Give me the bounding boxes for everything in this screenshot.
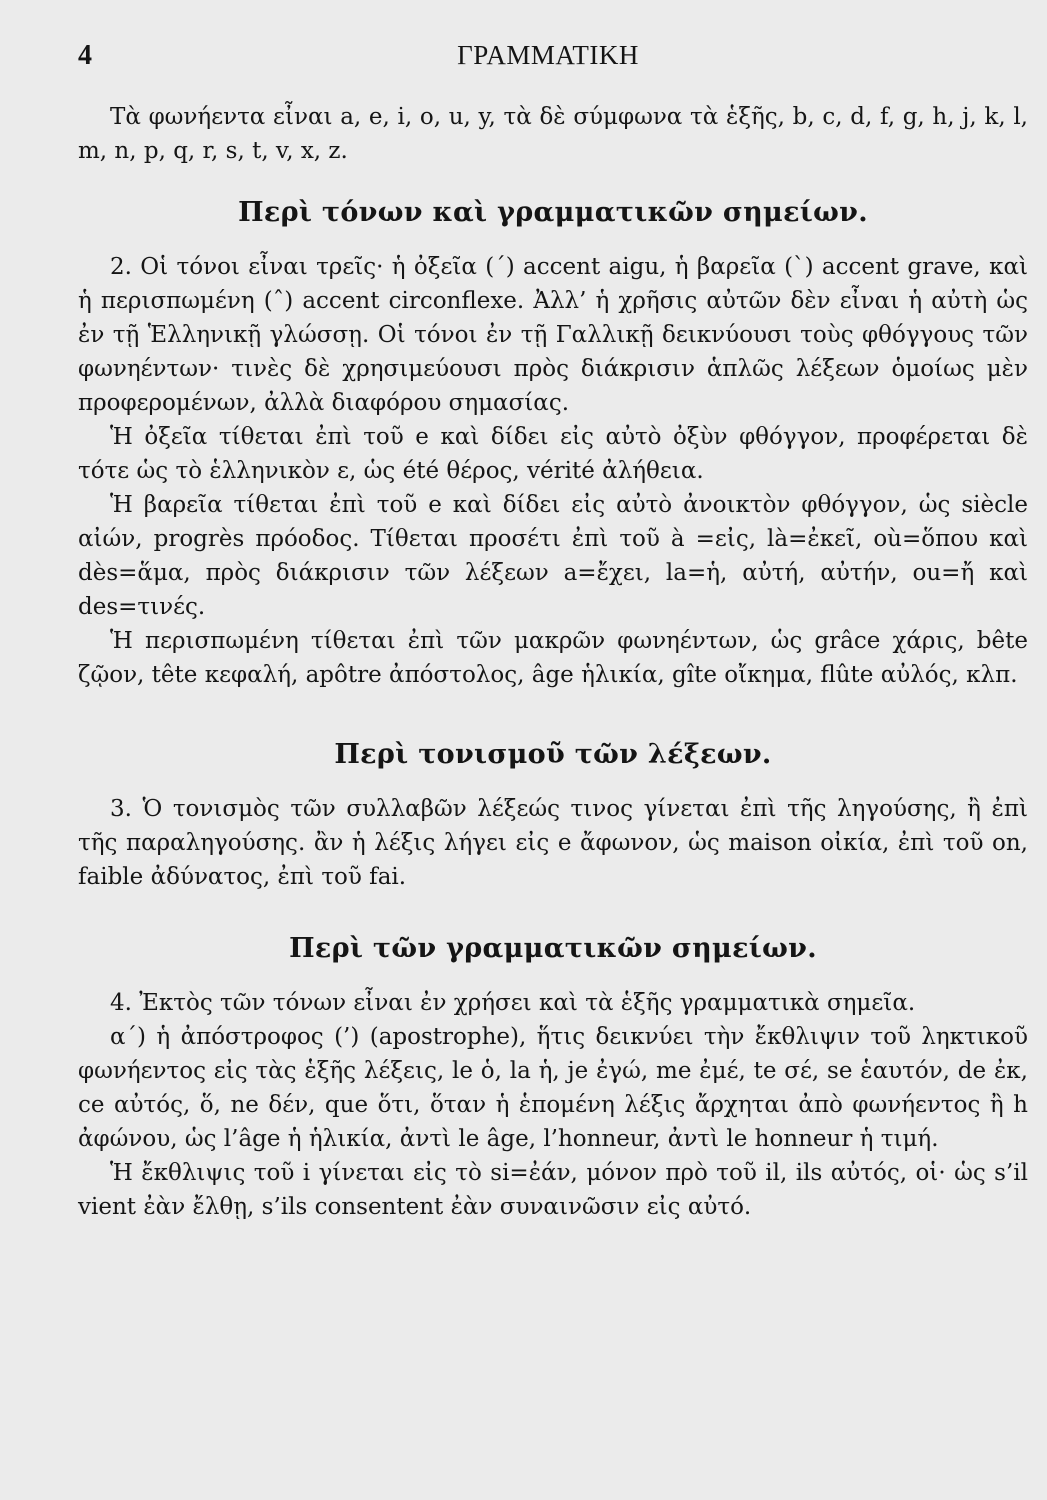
paragraph-acute: Ἡ ὀξεῖα τίθεται ἐπὶ τοῦ e καὶ δίδει εἰς αὐτὸ ὀξὺν φθόγγον, προφέρεται δὲ τότε ὡς τὸ ἑλληνικὸν ε, ὡς été θέρος, vérité ἀλήθεια. <box>78 424 1028 484</box>
paragraph-grammar-signs: 4. Ἐκτὸς τῶν τόνων εἶναι ἐν χρήσει καὶ τὰ ἑξῆς γραμματικὰ σημεῖα. <box>110 990 916 1016</box>
running-title: ΓΡΑΜΜΑΤΙΚΗ <box>457 40 639 70</box>
section-heading-tones: Περὶ τόνων καὶ γραμματικῶν σημείων. <box>238 197 868 228</box>
paragraph-word-stress: 3. Ὁ τονισμὸς τῶν συλλαβῶν λέξεώς τινος γίνεται ἐπὶ τῆς ληγούσης, ἢ ἐπὶ τῆς παραληγούσης. ἂν ἡ λέξις λήγει εἰς e ἄφωνον, ὡς maison οἰκία, ἐπὶ τοῦ on, faible ἀδύνατος, ἐπὶ τοῦ fai. <box>78 796 1028 890</box>
page-header <box>78 40 1018 80</box>
paragraph-tones: 2. Οἱ τόνοι εἶναι τρεῖς· ἡ ὀξεῖα (΄) accent aigu, ἡ βαρεῖα (`) accent grave, καὶ ἡ περισπωμένη (ˆ) accent circonflexe. Ἀλλ’ ἡ χρῆσις αὐτῶν δὲν εἶναι ἡ αὐτὴ ὡς ἐν τῇ Ἑλληνικῇ γλώσσῃ. Οἱ τόνοι ἐν τῇ Γαλλικῇ δεικνύουσι τοὺς φθόγγους τῶν φωνηέντων· τινὲς δὲ χρησιμεύουσι πρὸς διάκρισιν ἁπλῶς λέξεων ὁμοίως μὲν προφερομένων, ἀλλὰ διαφόρου σημασίας. <box>78 254 1028 416</box>
page-body <box>78 100 1028 1224</box>
paragraph-elision: Ἡ ἔκθλιψις τοῦ i γίνεται εἰς τὸ si=ἐάν, μόνον πρὸ τοῦ il, ils αὐτός, οἱ· ὡς s’il vient ἐὰν ἔλθῃ, s’ils consentent ἐὰν συναινῶσιν εἰς αὐτό. <box>78 1160 1028 1220</box>
section-heading-word-stress: Περὶ τονισμοῦ τῶν λέξεων. <box>334 739 772 770</box>
paragraph-circumflex: Ἡ περισπωμένη τίθεται ἐπὶ τῶν μακρῶν φωνηέντων, ὡς grâce χάρις, bête ζῷον, tête κεφαλή, apôtre ἀπόστολος, âge ἡλικία, gîte οἴκημα, flûte αὐλός, κλπ. <box>78 628 1028 688</box>
page-number: 4 <box>78 40 92 71</box>
paragraph-apostrophe: α΄) ἡ ἀπόστροφος (’) (apostrophe), ἥτις δεικνύει τὴν ἔκθλιψιν τοῦ ληκτικοῦ φωνήεντος εἰς τὰς ἑξῆς λέξεις, le ὁ, la ἡ, je ἐγώ, me ἐμέ, te σέ, se ἑαυτόν, de ἐκ, ce αὐτός, ὅ, ne δέν, que ὅτι, ὅταν ἡ ἑπομένη λέξις ἄρχηται ἀπὸ φωνήεντος ἢ h ἀφώνου, ὡς l’âge ἡ ἡλικία, ἀντὶ le âge, l’honneur, ἀντὶ le honneur ἡ τιμή. <box>78 1024 1028 1152</box>
intro-paragraph: Τὰ φωνήεντα εἶναι a, e, i, o, u, y, τὰ δὲ σύμφωνα τὰ ἑξῆς, b, c, d, f, g, h, j, k, l, m, n, p, q, r, s, t, v, x, z. <box>78 104 1028 164</box>
section-heading-grammar-signs: Περὶ τῶν γραμματικῶν σημείων. <box>289 933 817 964</box>
paragraph-grave: Ἡ βαρεῖα τίθεται ἐπὶ τοῦ e καὶ δίδει εἰς αὐτὸ ἀνοικτὸν φθόγγον, ὡς siècle αἰών, progrès πρόοδος. Τίθεται προσέτι ἐπὶ τοῦ à =εἰς, là=ἐκεῖ, où=ὅπου καὶ dès=ἅμα, πρὸς διάκρισιν τῶν λέξεων a=ἔχει, la=ἡ, αὐτή, αὐτήν, ou=ἤ καὶ des=τινές. <box>78 492 1028 620</box>
